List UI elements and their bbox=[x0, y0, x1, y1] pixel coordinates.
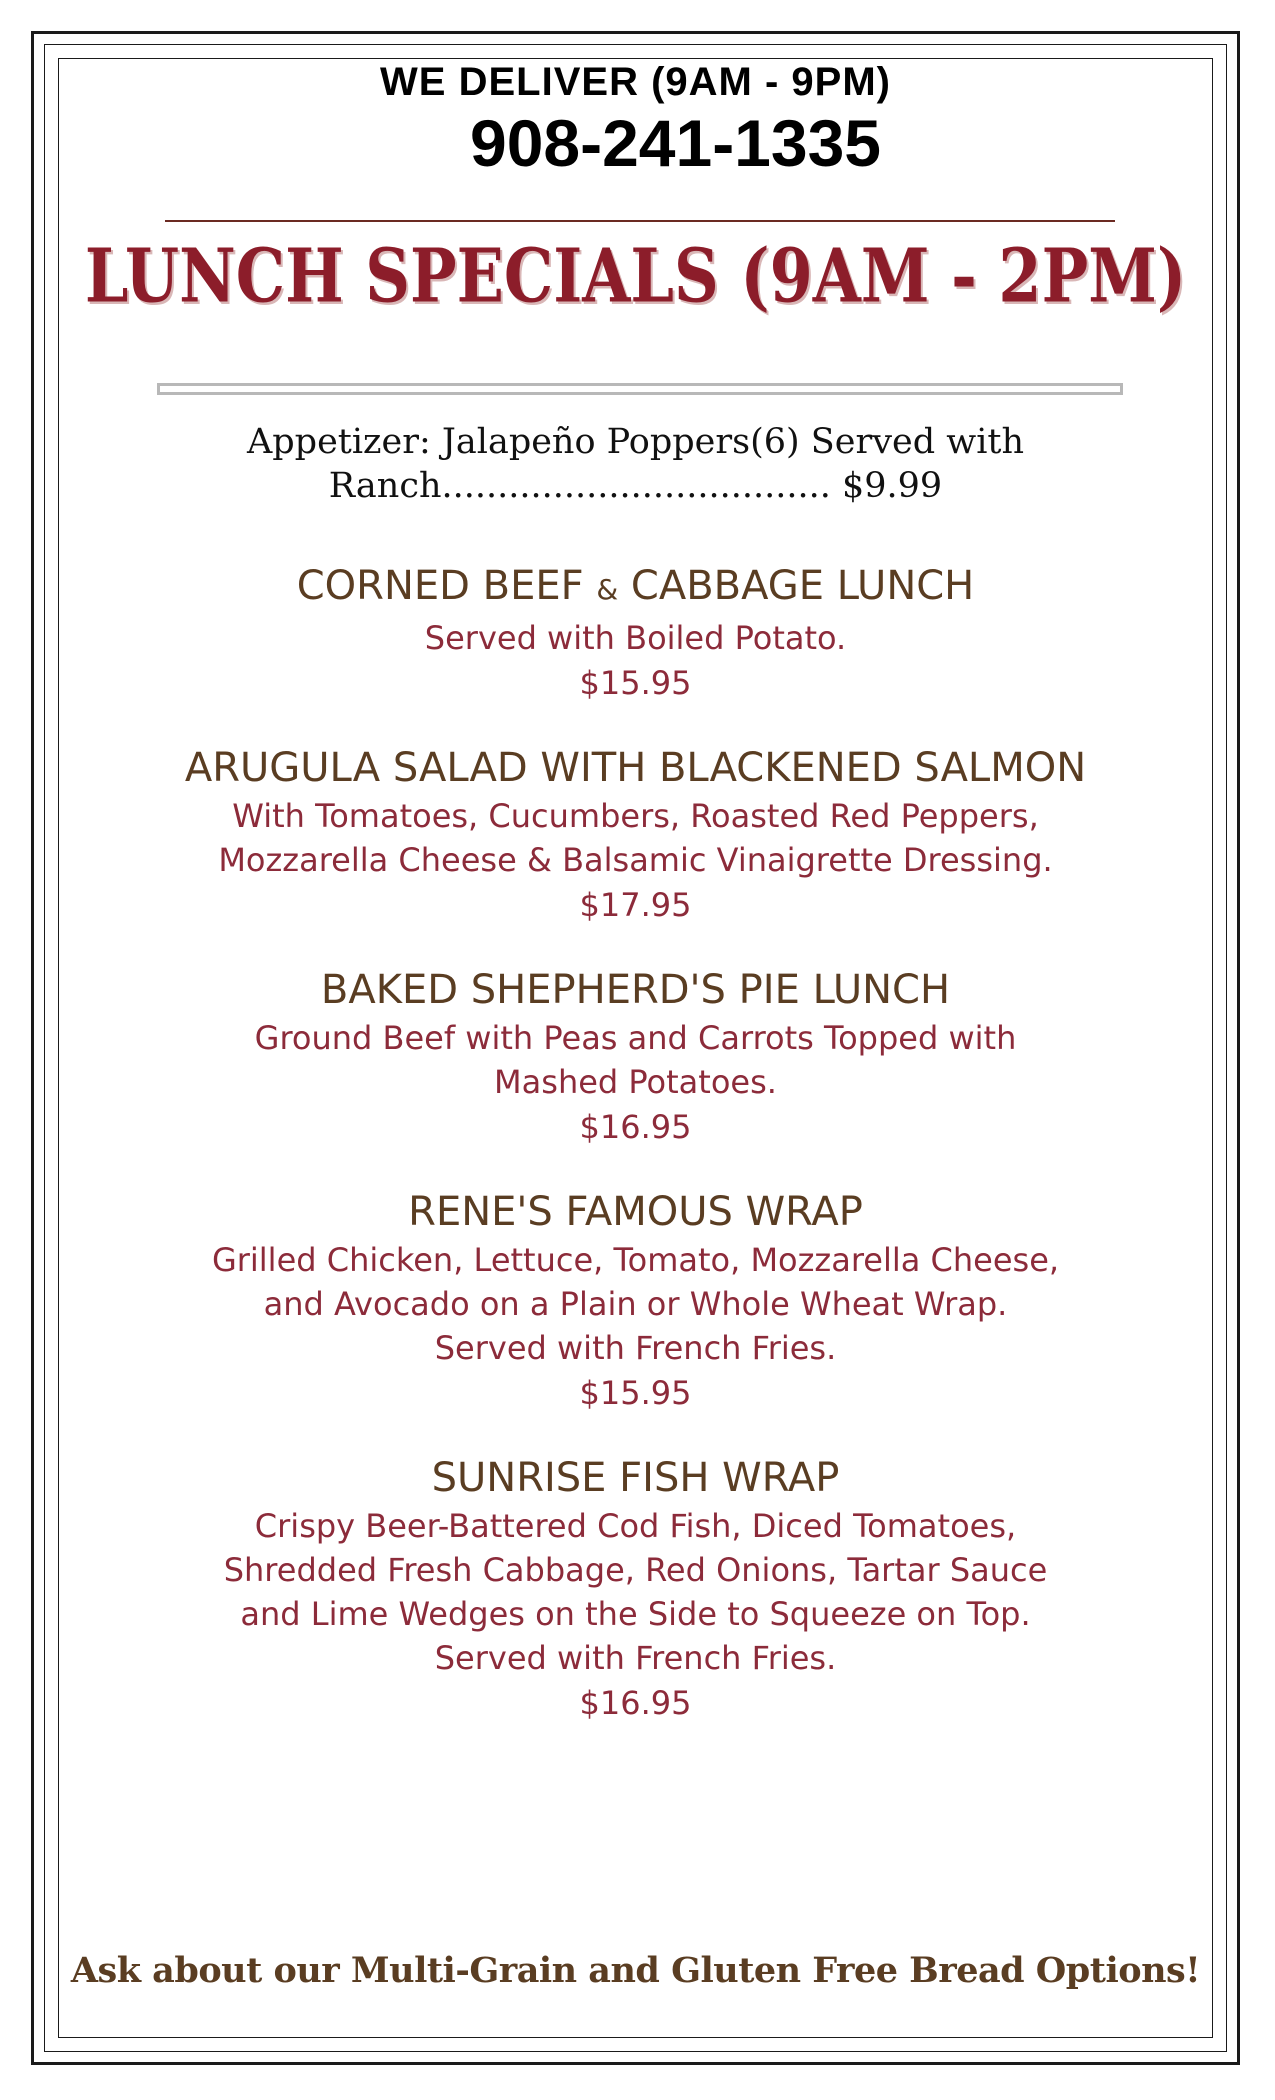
menu-item-name: RENE'S FAMOUS WRAP bbox=[408, 1189, 863, 1235]
menu-item-description: Crispy Beer-Battered Cod Fish, Diced Tomatoes, bbox=[254, 1507, 1017, 1545]
page-title: LUNCH SPECIALS (9AM - 2PM) bbox=[84, 232, 1187, 320]
phone-number[interactable]: 908-241-1335 bbox=[469, 106, 882, 180]
menu-item-description: Served with Boiled Potato. bbox=[424, 619, 847, 657]
menu-item bbox=[60, 560, 1211, 706]
menu-item-price: $16.95 bbox=[579, 1108, 692, 1146]
section-divider bbox=[157, 383, 1123, 395]
menu-item-description: With Tomatoes, Cucumbers, Roasted Red Peppers, bbox=[232, 797, 1039, 835]
menu-item-description: Mashed Potatoes. bbox=[494, 1063, 777, 1101]
appetizer-line: Appetizer: Jalapeño Poppers(6) Served with Ranch................................... $9.99 bbox=[247, 422, 1024, 506]
menu-item-description: and Avocado on a Plain or Whole Wheat Wrap. bbox=[263, 1285, 1008, 1323]
menu-item-description: Shredded Fresh Cabbage, Red Onions, Tartar Sauce bbox=[223, 1551, 1048, 1589]
menu-item-name: BAKED SHEPHERD'S PIE LUNCH bbox=[320, 967, 951, 1013]
menu-item-name: ARUGULA SALAD WITH BLACKENED SALMON bbox=[184, 745, 1087, 791]
menu-item-description: and Lime Wedges on the Side to Squeeze on Top. bbox=[240, 1595, 1031, 1633]
title-divider bbox=[165, 220, 1115, 222]
menu-item-price: $15.95 bbox=[579, 664, 692, 702]
menu-item-price: $16.95 bbox=[579, 1684, 692, 1722]
menu-item-description: Ground Beef with Peas and Carrots Topped with bbox=[254, 1019, 1017, 1057]
menu-item bbox=[60, 1186, 1211, 1416]
menu-item-description: Mozzarella Cheese & Balsamic Vinaigrette Dressing. bbox=[218, 841, 1053, 879]
bread-options-note: Ask about our Multi-Grain and Gluten Free Bread Options! bbox=[70, 1950, 1201, 1991]
menu-item-price: $15.95 bbox=[579, 1374, 692, 1412]
menu-item-name: SUNRISE FISH WRAP bbox=[431, 1455, 840, 1501]
menu-list bbox=[60, 560, 1211, 1762]
delivery-hours: WE DELIVER (9AM - 9PM) bbox=[380, 60, 891, 104]
menu-item-price: $17.95 bbox=[579, 886, 692, 924]
menu-item bbox=[60, 1452, 1211, 1726]
menu-item-description: Served with French Fries. bbox=[434, 1639, 837, 1677]
menu-page bbox=[60, 60, 1211, 2036]
menu-item-description: Grilled Chicken, Lettuce, Tomato, Mozzarella Cheese, bbox=[211, 1241, 1060, 1279]
menu-item bbox=[60, 742, 1211, 928]
menu-item bbox=[60, 964, 1211, 1150]
menu-item-name: CORNED BEEF & CABBAGE LUNCH bbox=[296, 563, 975, 609]
menu-item-description: Served with French Fries. bbox=[434, 1329, 837, 1367]
